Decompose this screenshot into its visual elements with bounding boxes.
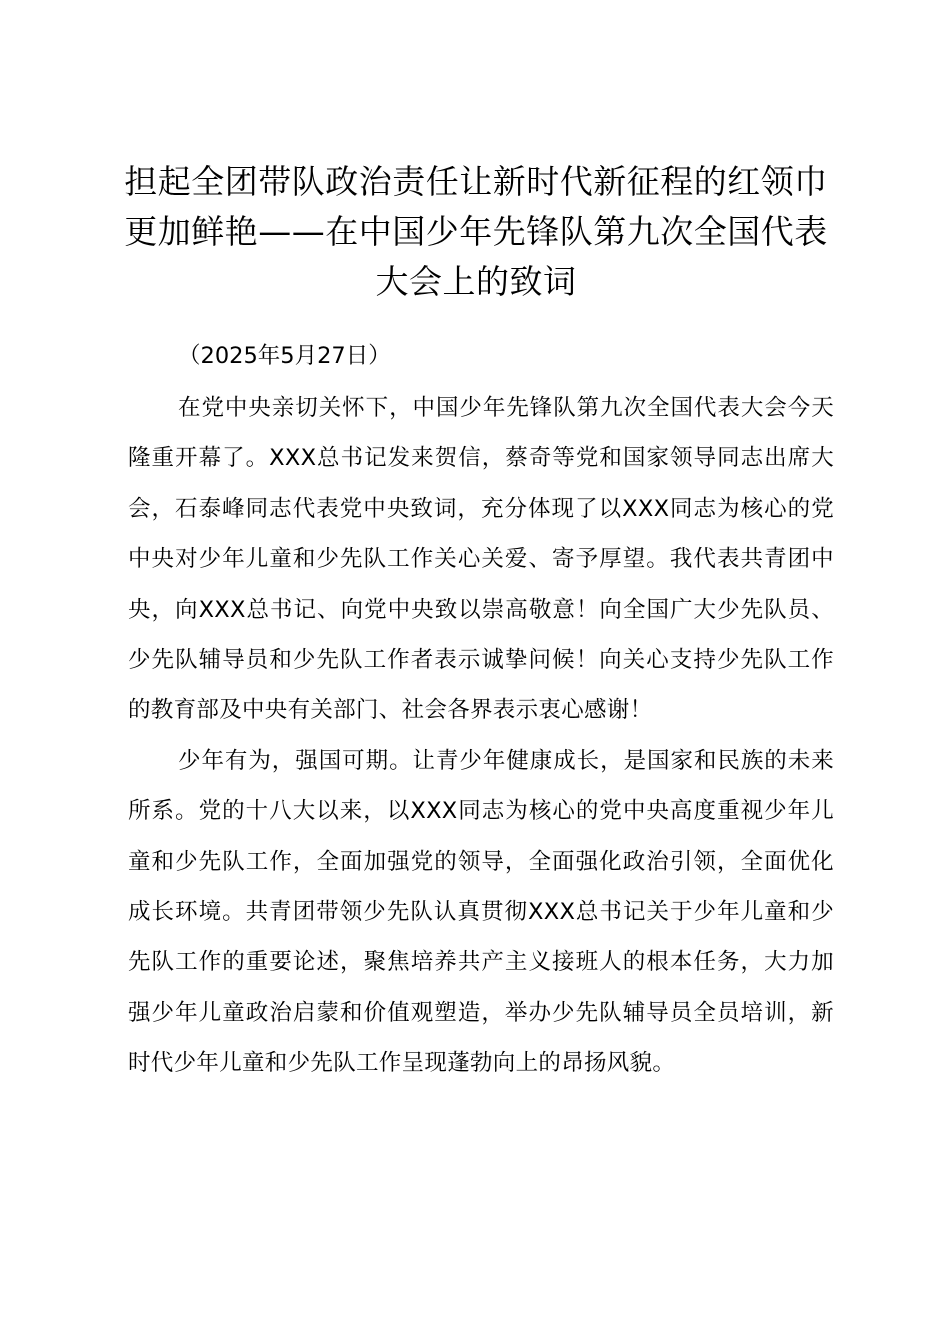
document-title: 担起全团带队政治责任让新时代新征程的红领巾更加鲜艳——在中国少年先锋队第九次全国代表大会上的致词 (124, 162, 828, 301)
document-date: （2025年5月27日） (178, 343, 391, 369)
paragraph-1: 在党中央亲切关怀下，中国少年先锋队第九次全国代表大会今天隆重开幕了。XXX总书记发来贺信，蔡奇等党和国家领导同志出席大会，石泰峰同志代表党中央致词，充分体现了以XXX同志为核心的党中央对少年儿童和少先队工作关心关爱、寄予厚望。我代表共青团中央，向XXX总书记、向党中央致以崇高敬意！向全国广大少先队员、少先队辅导员和少先队工作者表示诚挚问候！向关心支持少先队工作的教育部及中央有关部门、社会各界表示衷心感谢！ (128, 395, 834, 724)
document-body (128, 383, 834, 1089)
paragraph-2: 少年有为，强国可期。让青少年健康成长，是国家和民族的未来所系。党的十八大以来，以XXX同志为核心的党中央高度重视少年儿童和少先队工作，全面加强党的领导，全面强化政治引领，全面优化成长环境。共青团带领少先队认真贯彻XXX总书记关于少年儿童和少先队工作的重要论述，聚焦培养共产主义接班人的根本任务，大力加强少年儿童政治启蒙和价值观塑造，举办少先队辅导员全员培训，新时代少年儿童和少先队工作呈现蓬勃向上的昂扬风貌。 (128, 747, 834, 1077)
